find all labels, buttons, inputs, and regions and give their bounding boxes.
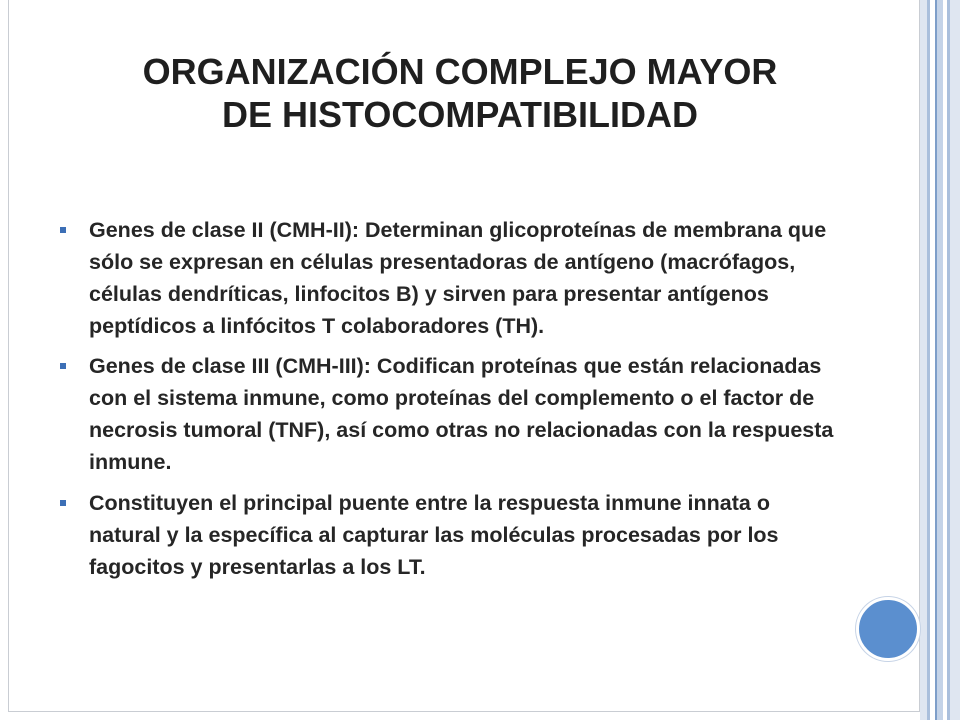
square-bullet-icon — [60, 227, 66, 233]
bullet-item-clase-ii — [56, 214, 846, 342]
bullet-text: Genes de clase III (CMH-III): Codifican proteínas que están relacionadas con el sistema inmune, como proteínas del complemento o el factor de necrosis tumoral (TNF), así como otras no relacionadas con la respuesta inmune. — [89, 354, 834, 474]
decorative-side-stripes — [920, 0, 960, 720]
slide-title — [40, 50, 880, 136]
bullet-item-puente — [56, 487, 846, 583]
bullet-text: Constituyen el principal puente entre la respuesta inmune innata o natural y la específica al capturar las moléculas procesadas por los fagocitos y presentarlas a los LT. — [89, 491, 779, 579]
title-line-1: ORGANIZACIÓN COMPLEJO MAYOR — [142, 51, 778, 92]
stripe-8 — [950, 0, 960, 720]
stripe-1 — [920, 0, 927, 720]
bullet-item-clase-iii — [56, 350, 846, 478]
title-line-2: DE HISTOCOMPATIBILIDAD — [222, 94, 698, 135]
bullet-text: Genes de clase II (CMH-II): Determinan glicoproteínas de membrana que sólo se expresan en células presentadoras de antígeno (macrófagos, células dendríticas, linfocitos B) y sirven para presentar antígenos peptídicos a linfócitos T colaboradores (TH). — [89, 218, 827, 338]
square-bullet-icon — [60, 500, 66, 506]
square-bullet-icon — [60, 363, 66, 369]
bullet-list — [56, 214, 846, 591]
accent-circle — [856, 597, 920, 661]
